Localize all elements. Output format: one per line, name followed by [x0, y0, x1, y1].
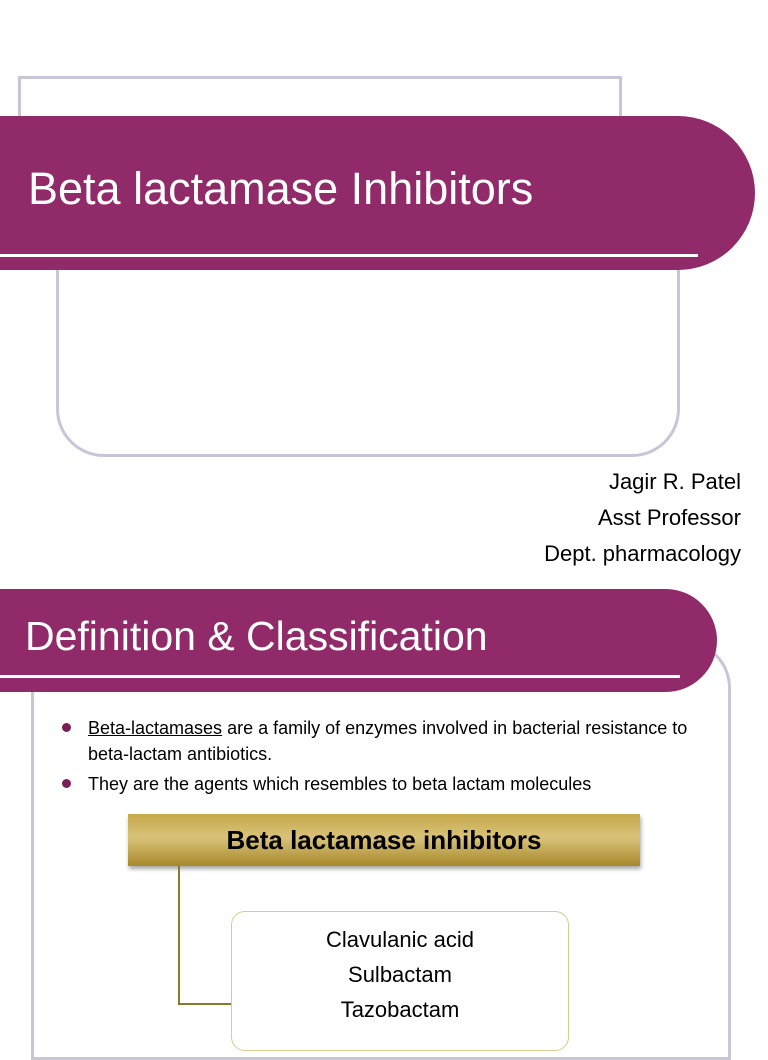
author-block	[544, 464, 741, 572]
bullet-text: They are the agents which resembles to beta lactam molecules	[88, 774, 592, 794]
bullet-underlined-term: Beta-lactamases	[88, 718, 223, 738]
bullet-dot-icon	[62, 779, 71, 788]
slide1-title-underline	[0, 254, 698, 257]
bullet-item	[62, 771, 722, 797]
slide1-title: Beta lactamase Inhibitors	[28, 163, 534, 214]
diagram-header-box: Beta lactamase inhibitors	[128, 814, 640, 866]
bullet-dot-icon	[62, 723, 71, 732]
author-name: Jagir R. Patel	[608, 469, 741, 494]
drug-item: Sulbactam	[348, 962, 452, 987]
bullet-text: are a family of enzymes involved in bacterial resistance to beta-lactam antibiotics.	[88, 718, 688, 764]
drug-list-box	[231, 911, 569, 1051]
drug-item: Tazobactam	[340, 997, 460, 1022]
diagram-connector-horizontal	[178, 1003, 232, 1005]
bullet-list	[62, 715, 722, 801]
bullet-item	[62, 715, 722, 767]
author-position: Asst Professor	[597, 505, 741, 530]
slide2-title-underline	[0, 675, 680, 678]
slide1-frame-bottom	[56, 250, 680, 457]
diagram-connector-vertical	[178, 866, 180, 1005]
slide2-title: Definition & Classification	[25, 613, 488, 659]
drug-item: Clavulanic acid	[326, 927, 474, 952]
author-department: Dept. pharmacology	[544, 541, 741, 566]
